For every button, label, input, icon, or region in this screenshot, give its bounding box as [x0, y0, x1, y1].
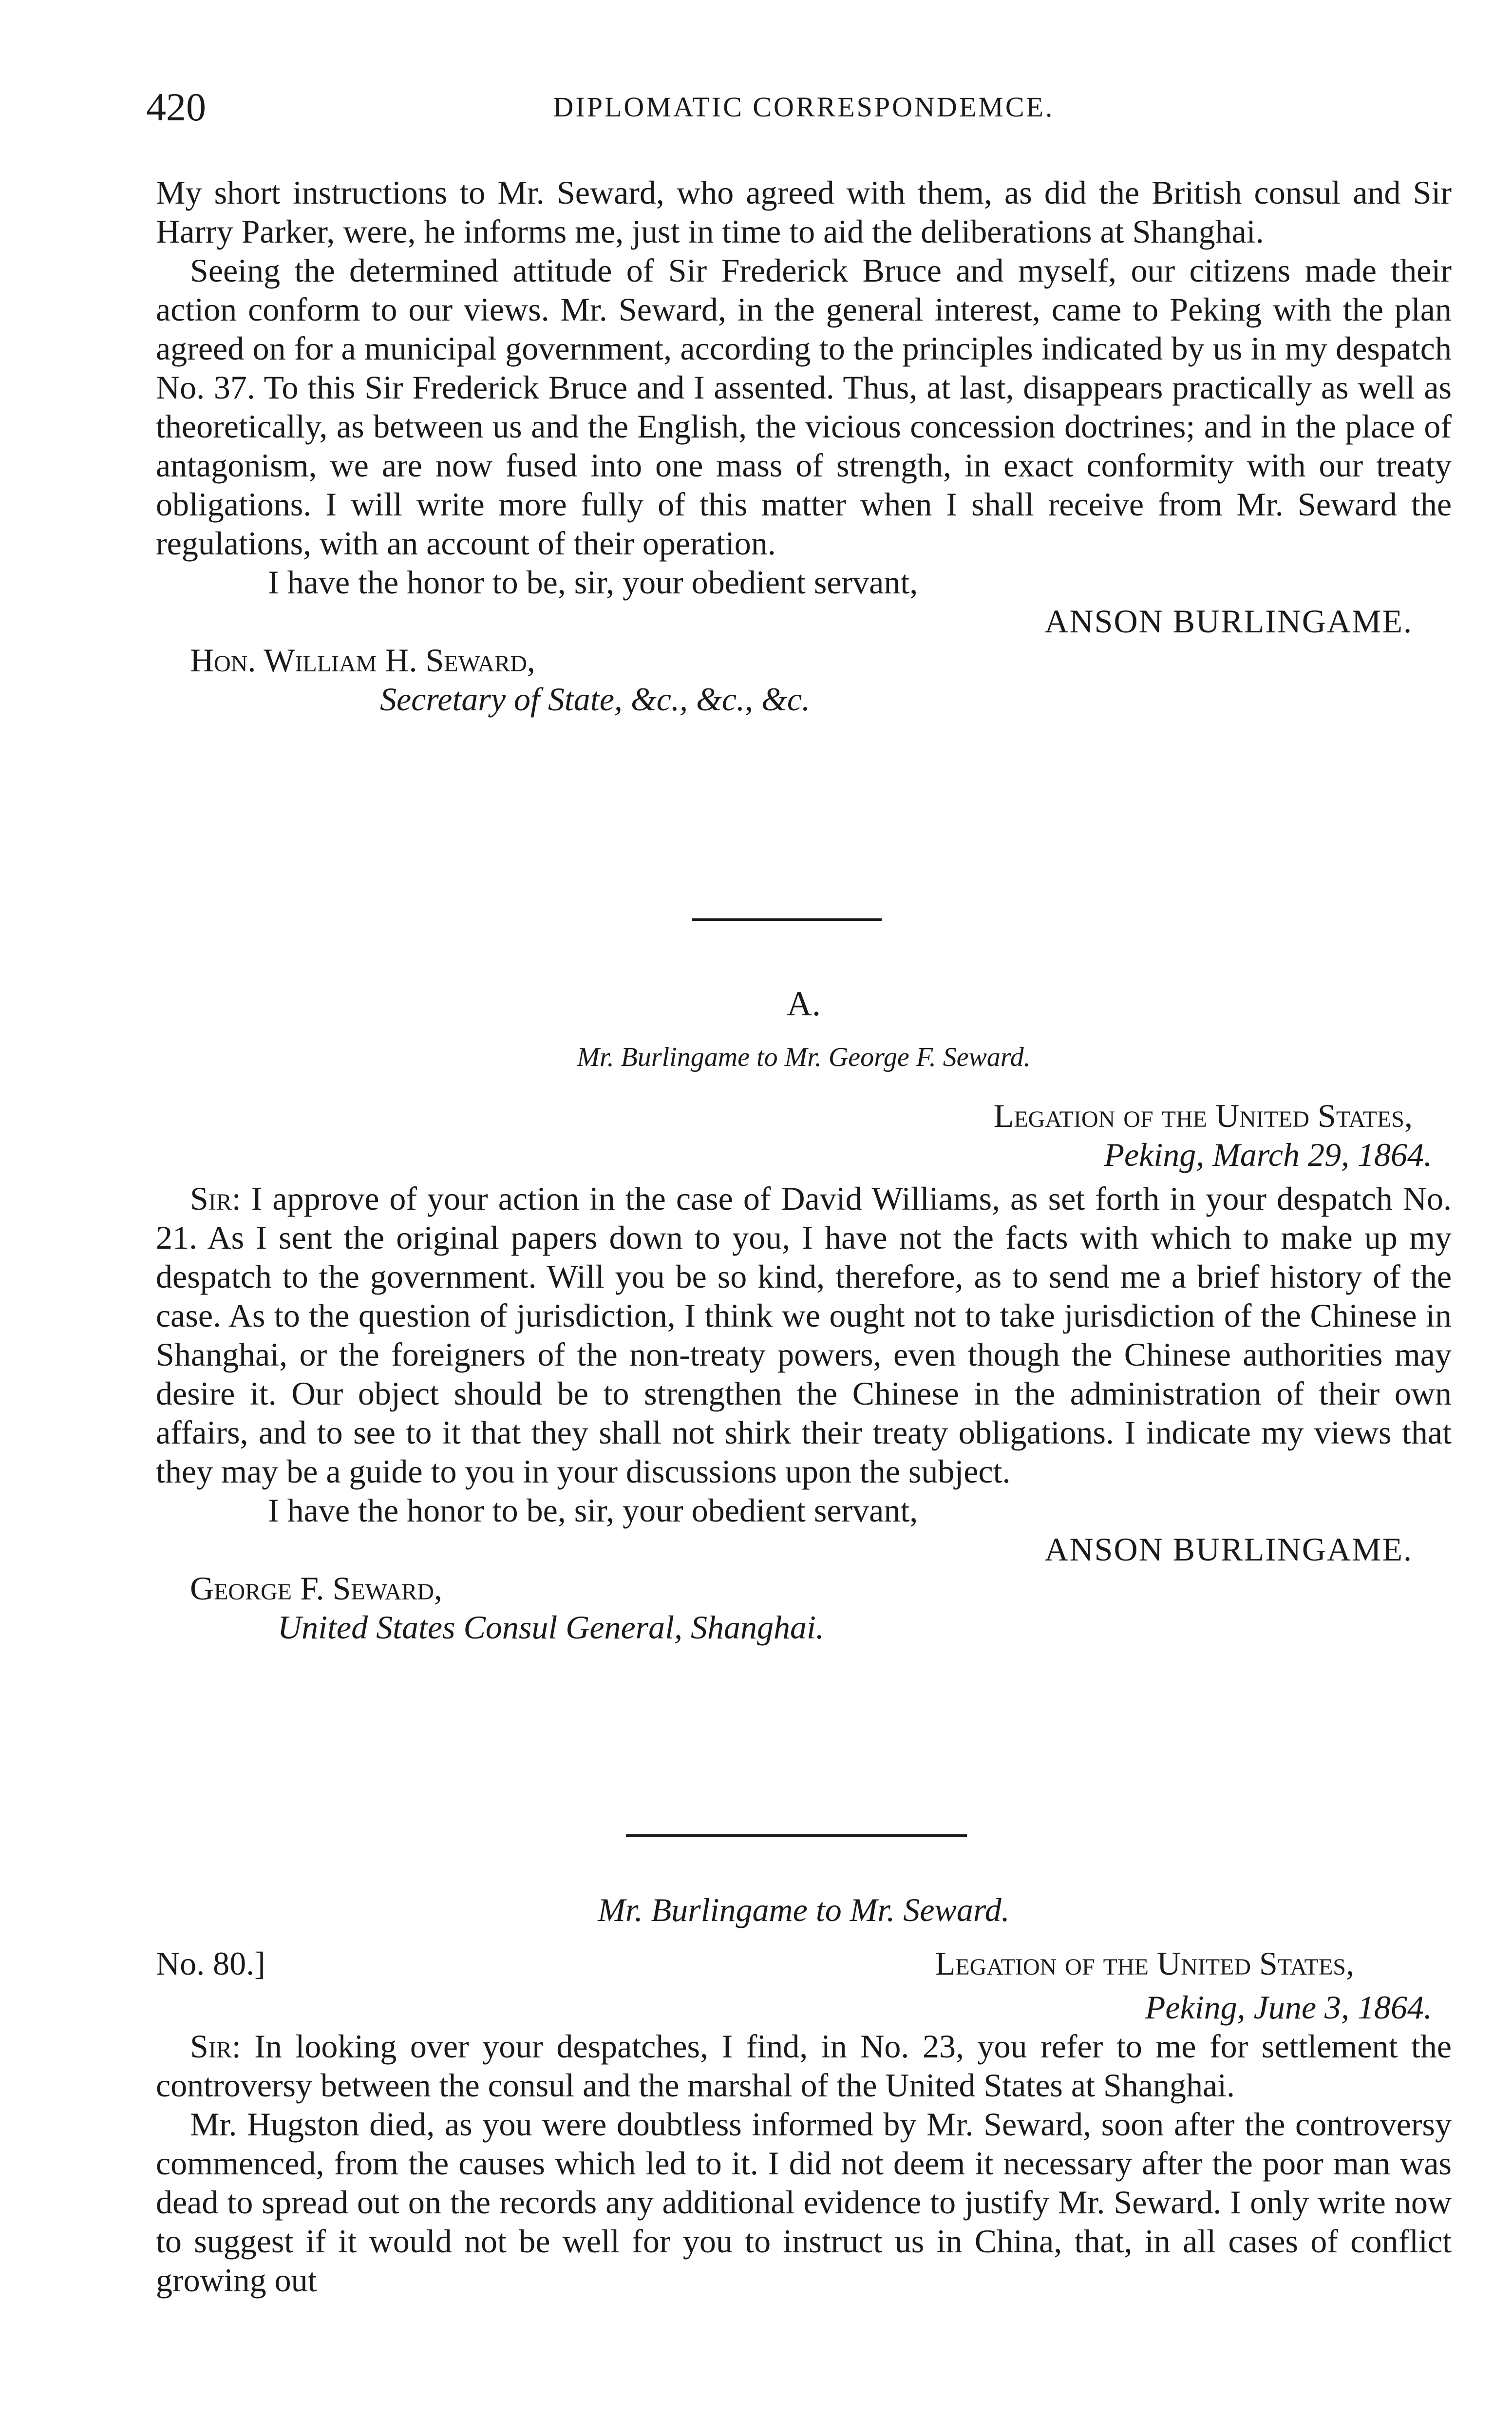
body-text: I approve of your action in the case of David Williams, as set forth in your despatch No. 21. As I sent the original papers down to you, I have not the facts with which to make up my despatch to the government. Will you be so kind, therefore, as to send me a brief history of the case. As to the question of jurisdiction, I think we ought not to take jurisdiction of the Chinese in Shanghai, or the foreigners of the non-treaty powers, even though the Chinese authorities may desire it. Our object should be to strengthen the Chinese in the administration of their own affairs, and to see to it that they shall not shirk their treaty obligations. I indicate my views that they may be a guide to you in your discussions upon the subject. — [156, 1180, 1452, 1490]
salutation: Sir: — [190, 1180, 241, 1217]
addressee-title: Secretary of State, &c., &c., &c. — [380, 681, 811, 718]
section-divider — [692, 918, 882, 921]
page-number: 420 — [146, 85, 206, 129]
signature: ANSON BURLINGAME. — [1044, 603, 1413, 640]
despatch-number: No. 80.] — [156, 1945, 265, 1982]
signature: ANSON BURLINGAME. — [1044, 1531, 1413, 1568]
letter-heading: Mr. Burlingame to Mr. George F. Seward. — [577, 1042, 1031, 1072]
legation-line: Legation of the United States, — [993, 1097, 1413, 1134]
closing-line: I have the honor to be, sir, your obedient servant, — [268, 564, 918, 601]
letter-body — [156, 1179, 1452, 1491]
enclosure-a — [156, 984, 1452, 1647]
enclosure-label: A. — [787, 984, 821, 1023]
letter-body — [156, 2027, 1452, 2105]
addressee-name: Hon. William H. Seward, — [190, 642, 535, 679]
body-text: In looking over your despatches, I find, in No. 23, you refer to me for settlement the controversy between the consul and the marshal of the United States at Shanghai. — [156, 2028, 1452, 2104]
paragraph: My short instructions to Mr. Seward, who agreed with them, as did the British consul and Sir Harry Parker, were, he informs me, just in time to aid the deliberations at Shanghai. — [156, 174, 1452, 250]
place-date: Peking, June 3, 1864. — [1145, 1989, 1432, 2026]
legation-line: Legation of the United States, — [935, 1945, 1354, 1982]
number-legation-row — [156, 1944, 1452, 1988]
page-header — [146, 80, 1461, 134]
addressee-name: George F. Seward, — [190, 1570, 442, 1607]
paragraph: Seeing the determined attitude of Sir Frederick Bruce and myself, our citizens made their action conform to our views. Mr. Seward, in the general interest, came to Peking with the plan agreed on for a municipal government, according to the principles indicated by us in my despatch No. 37. To this Sir Frederick Bruce and I assented. Thus, at last, disappears practically as well as theoretically, as between us and the English, the vicious concession doctrines; and in the place of antagonism, we are now fused into one mass of strength, in exact conformity with our treaty obligations. I will write more fully of this matter when I shall receive from Mr. Seward the regulations, with an account of their operation. — [156, 252, 1452, 562]
salutation: Sir: — [190, 2028, 241, 2065]
letter-1-continuation — [156, 173, 1452, 719]
place-date: Peking, March 29, 1864. — [1104, 1136, 1432, 1173]
letter-heading: Mr. Burlingame to Mr. Seward. — [598, 1891, 1010, 1928]
closing-line: I have the honor to be, sir, your obedient servant, — [268, 1492, 918, 1529]
letter-2 — [156, 1890, 1452, 2300]
addressee-title: United States Consul General, Shanghai. — [278, 1609, 824, 1646]
paragraph: Mr. Hugston died, as you were doubtless informed by Mr. Seward, soon after the controversy commenced, from the causes which led to it. I did not deem it necessary after the poor man was dead to spread out on the records any additional evidence to justify Mr. Seward. I only write now to suggest if it would not be well for you to instruct us in China, that, in all cases of conflict growing out — [156, 2106, 1452, 2299]
running-head: DIPLOMATIC CORRESPONDEMCE. — [553, 91, 1055, 123]
section-divider — [626, 1834, 967, 1837]
